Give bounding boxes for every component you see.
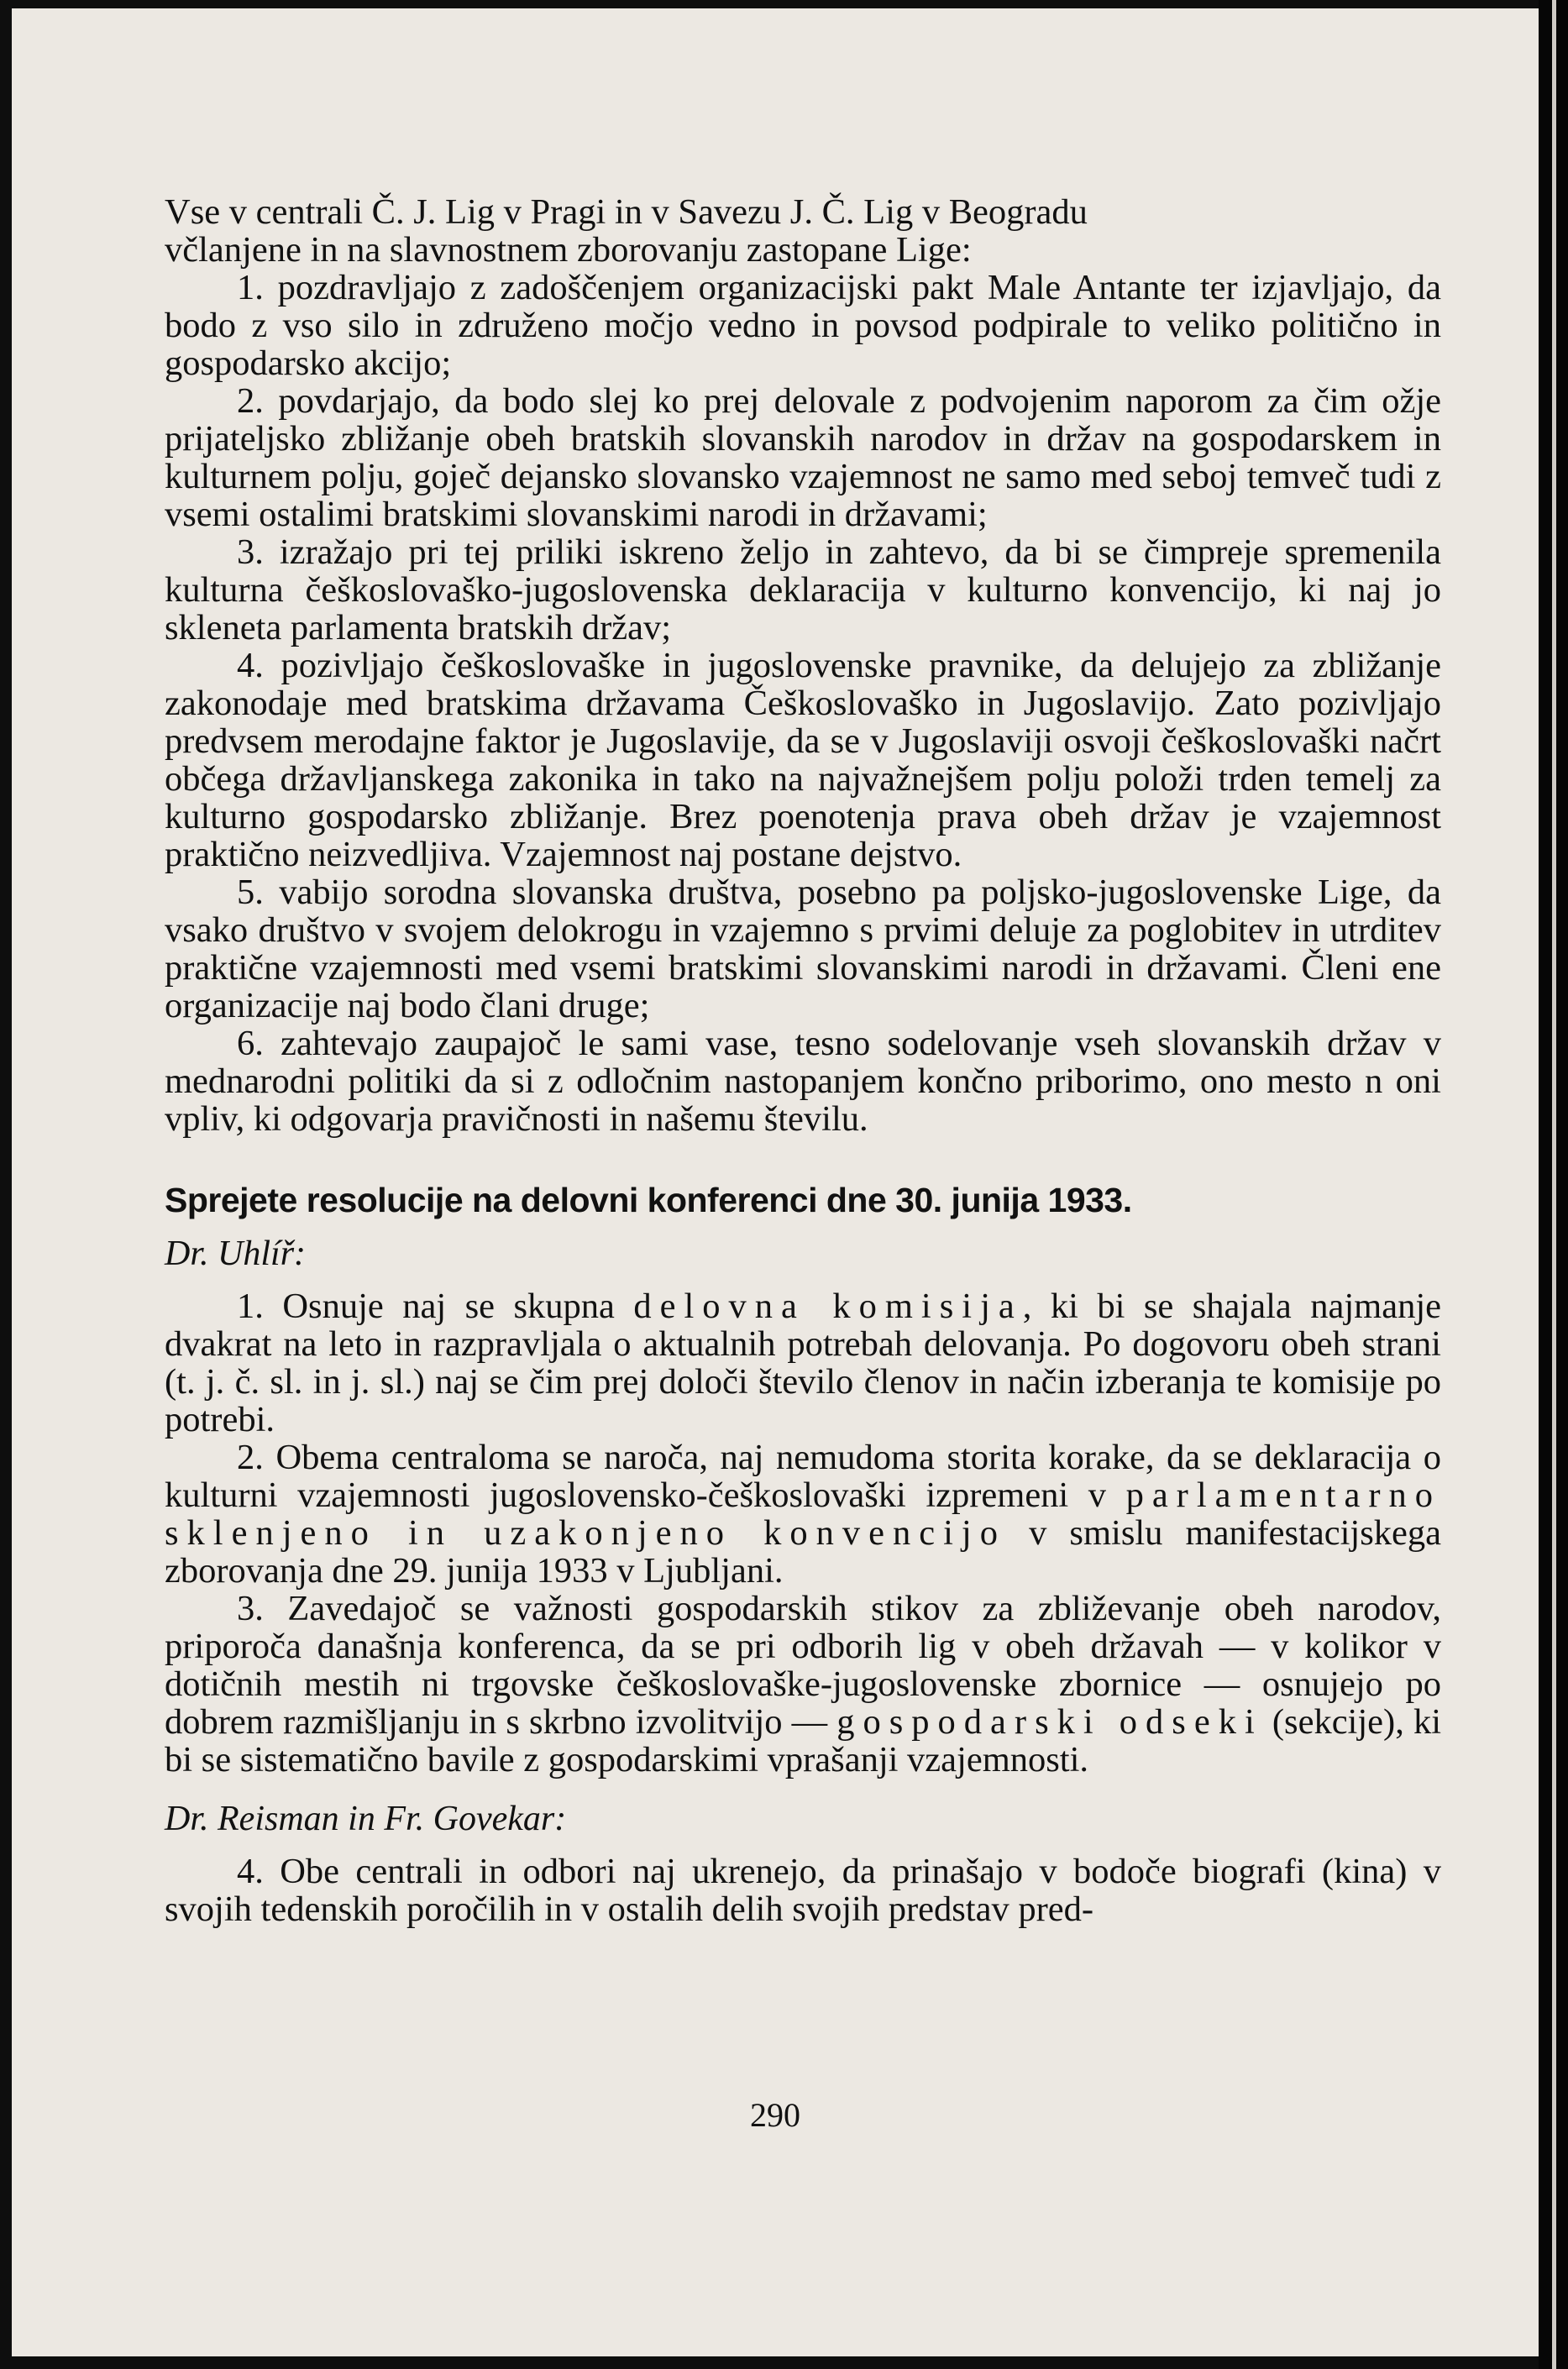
conference-item-2 — [165, 1439, 1441, 1590]
conference-item-3-text-a: 3. Zavedajoč se važnosti gospodarskih stikov za zbliževanje obeh narodov, priporoča današnja konferenca, da se pri odborih lig v obeh državah — v kolikor v dotičnih mestih ni trgovske češkoslovaške-jugoslovenske zbornice — osnujejo po dobrem razmišljanju in s skrbno izvolitvijo — — [165, 1589, 1441, 1742]
conference-item-1-emphasis: delovna komisija — [633, 1287, 1023, 1326]
conference-item-1-text-a: 1. Osnuje naj se skupna — [237, 1287, 634, 1326]
resolution-1: 1. pozdravljajo z zadoščenjem organizacijski pakt Male Antante ter izjavljajo, da bodo z vso silo in združeno močjo vedno in povsod podpirale to veliko politično in gospodarsko akcijo; — [165, 268, 1441, 383]
resolution-4: 4. pozivljajo češkoslovaške in jugoslovenske pravnike, da delujejo za zbližanje zakonodaje med bratskima državama Češkoslovaško in Jugoslavijo. Zato pozivljajo predvsem merodajne faktor je Jugoslavije, da se v Jugoslaviji osvoji češkoslovaški načrt občega državljanskega zakonika in tako na najvažnejšem polju položi trden temelj za kulturno gospodarsko zbližanje. Brez poenotenja prava obeh držav je vzajemnost praktično neizvedljiva. Vzajemnost naj postane dejstvo. — [165, 646, 1441, 874]
speaker-uhlir: Dr. Uhlíř: — [165, 1234, 307, 1273]
scanned-page — [12, 8, 1539, 2356]
intro-line-2: včlanjene in na slavnostnem zborovanju zastopane Lige: — [165, 230, 972, 270]
conference-item-3-emphasis: gospodarski odseki — [836, 1702, 1263, 1742]
conference-item-2-text-a: 2. Obema centraloma se naroča, naj nemudoma storita korake, da se deklaracija o kulturni vzajemnosti jugoslovensko-češkoslovaški izpremeni v — [165, 1438, 1441, 1515]
resolution-5: 5. vabijo sorodna slovanska društva, posebno pa poljsko-jugoslovenske Lige, da vsako društvo v svojem delokrogu in vzajemno s prvimi deluje za poglobitev in utrditev praktične vzajemnosti med vsemi bratskimi slovanskimi narodi in državami. Členi ene organizacije naj bodo člani druge; — [165, 873, 1441, 1025]
conference-item-3-text-b: (sekcije), ki bi se sistematično bavile z gospodarskimi vprašanji vzajemnosti. — [165, 1702, 1441, 1779]
scan-edge-line — [1552, 0, 1556, 2369]
conference-item-2-text-b: v smislu manifestacijskega zborovanja dne 29. junija 1933 v Ljubljani. — [165, 1513, 1441, 1591]
section-heading: Sprejete resolucije na delovni konferenci dne 30. junija 1933. — [165, 1181, 1132, 1219]
page-body — [165, 193, 1441, 1928]
conference-item-2-emphasis: parlamentarno sklenjeno in uzakonjeno konvencijo — [165, 1475, 1441, 1553]
conference-item-3 — [165, 1590, 1441, 1779]
resolution-3: 3. izražajo pri tej priliki iskreno željo in zahtevo, da bi se čimpreje spremenila kulturna češkoslovaško-jugoslovenska deklaracija v kulturno konvencijo, ki naj jo skleneta parlamenta bratskih držav; — [165, 532, 1441, 647]
speaker-reisman-govekar: Dr. Reisman in Fr. Govekar: — [165, 1800, 567, 1838]
intro-line-1: Vse v centrali Č. J. Lig v Pragi in v Savezu J. Č. Lig v Beogradu — [165, 192, 1088, 232]
resolution-6: 6. zahtevajo zaupajoč le sami vase, tesno sodelovanje vseh slovanskih držav v mednarodni politiki da si z odločnim nastopanjem končno priborimo, ono mesto n oni vpliv, ki odgovarja pravičnosti in našemu številu. — [165, 1024, 1441, 1139]
conference-item-1-text-b: , ki bi se shajala najmanje dvakrat na leto in razpravljala o aktualnih potrebah delovanja. Po dogovoru obeh strani (t. j. č. sl. in j. sl.) naj se čim prej določi število členov in način izberanja te komisije po potrebi. — [165, 1287, 1441, 1439]
conference-item-4: 4. Obe centrali in odbori naj ukrenejo, da prinašajo v bodoče biografi (kina) v svojih tedenskih poročilih in v ostalih delih svojih predstav pred- — [165, 1852, 1441, 1929]
page-number: 290 — [750, 2096, 800, 2134]
conference-item-1 — [165, 1287, 1441, 1439]
resolution-2: 2. povdarjajo, da bodo slej ko prej delovale z podvojenim naporom za čim ožje prijateljsko zbližanje obeh bratskih slovanskih narodov in držav na gospodarskem in kulturnem polju, goječ dejansko slovansko vzajemnost ne samo med seboj temveč tudi z vsemi ostalimi bratskimi slovanskimi narodi in državami; — [165, 381, 1441, 534]
